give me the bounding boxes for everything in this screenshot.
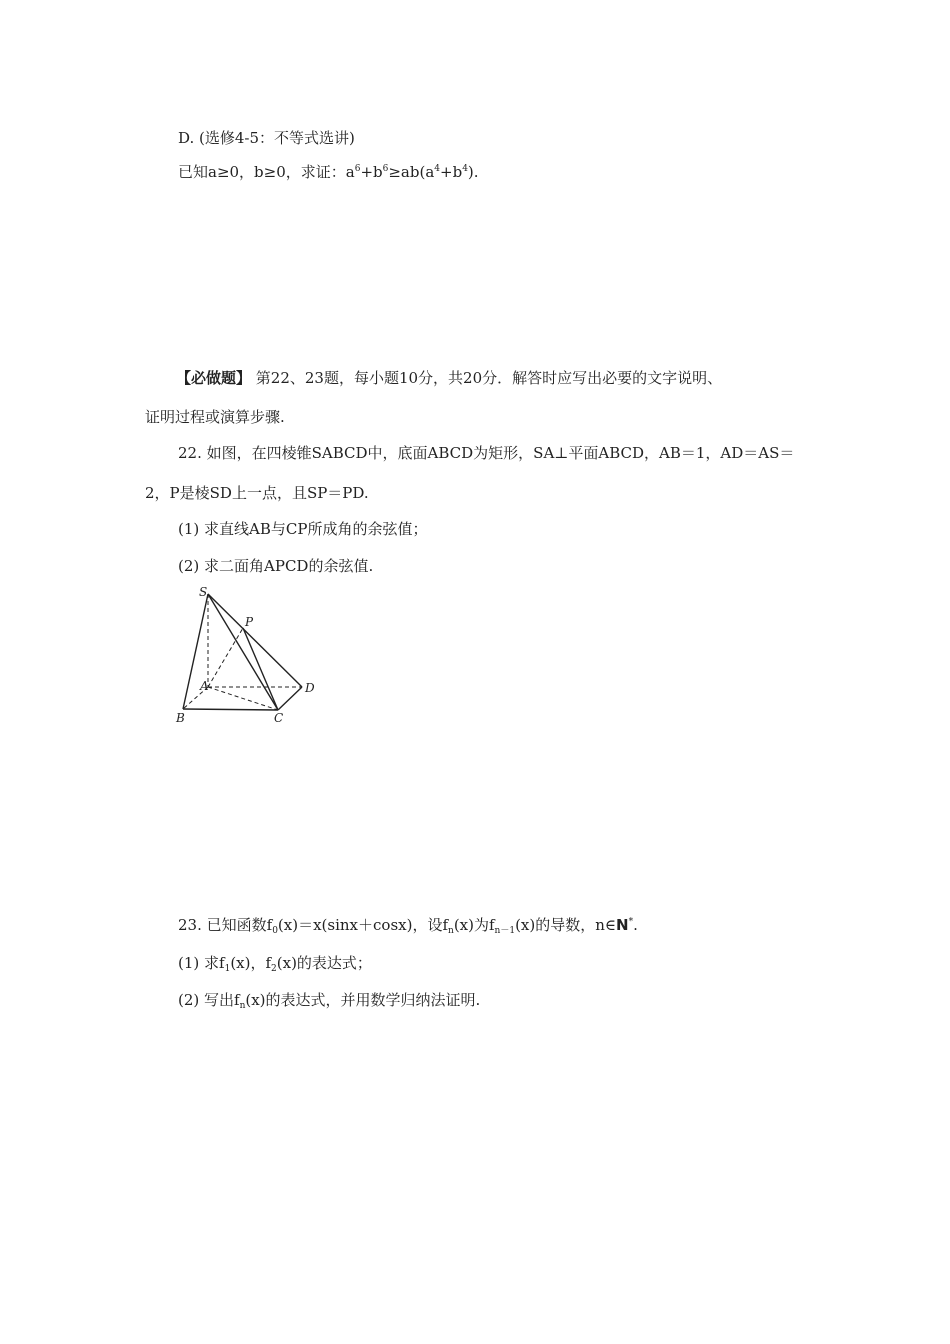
q22-part1: (1) 求直线AB与CP所成角的余弦值； bbox=[178, 520, 428, 538]
label-c: C bbox=[274, 711, 284, 725]
edge-cd bbox=[278, 687, 302, 710]
q22-part2: (2) 求二面角APCD的余弦值. bbox=[178, 557, 374, 575]
q22-stem-line1: 22. 如图，在四棱锥SABCD中，底面ABCD为矩形，SA⊥平面ABCD，AB＝1，AD＝AS＝ bbox=[178, 444, 795, 462]
q23-part2: (2) 写出$f_n(x)$的表达式，并用数学归纳法证明. bbox=[178, 991, 481, 1011]
edge-bc bbox=[183, 709, 278, 710]
edge-ap bbox=[208, 628, 243, 687]
q22-stem-line2: 2，P是棱SD上一点，且SP＝PD. bbox=[145, 484, 369, 502]
pyramid-figure bbox=[168, 580, 328, 730]
label-s: S bbox=[199, 585, 208, 599]
required-header-cont: 证明过程或演算步骤. bbox=[145, 408, 285, 426]
section-d-problem: 已知a≥0，b≥0，求证：$a^6+b^6\ge ab(a^4+b^4)$. bbox=[178, 163, 479, 181]
edge-pc bbox=[243, 628, 278, 710]
required-tag: 【必做题】 bbox=[176, 369, 252, 387]
label-b: B bbox=[176, 711, 185, 725]
required-header: 【必做题】 第22、23题，每小题10分，共20分．解答时应写出必要的文字说明、 bbox=[176, 369, 723, 387]
label-p: P bbox=[245, 615, 254, 629]
label-d: D bbox=[305, 681, 315, 695]
section-d-title: D. (选修4-5：不等式选讲) bbox=[178, 129, 355, 147]
q23-stem: 23. 已知函数$f_0(x)=x(\sin x+\cos x)$，设$f_n(x)$为$f_{n-1}(x)$的导数，n∈N*. bbox=[178, 916, 638, 936]
label-a: A bbox=[200, 679, 209, 693]
q23-part1: (1) 求$f_1(x)$，$f_2(x)$的表达式； bbox=[178, 954, 372, 974]
edge-ac bbox=[208, 687, 278, 710]
